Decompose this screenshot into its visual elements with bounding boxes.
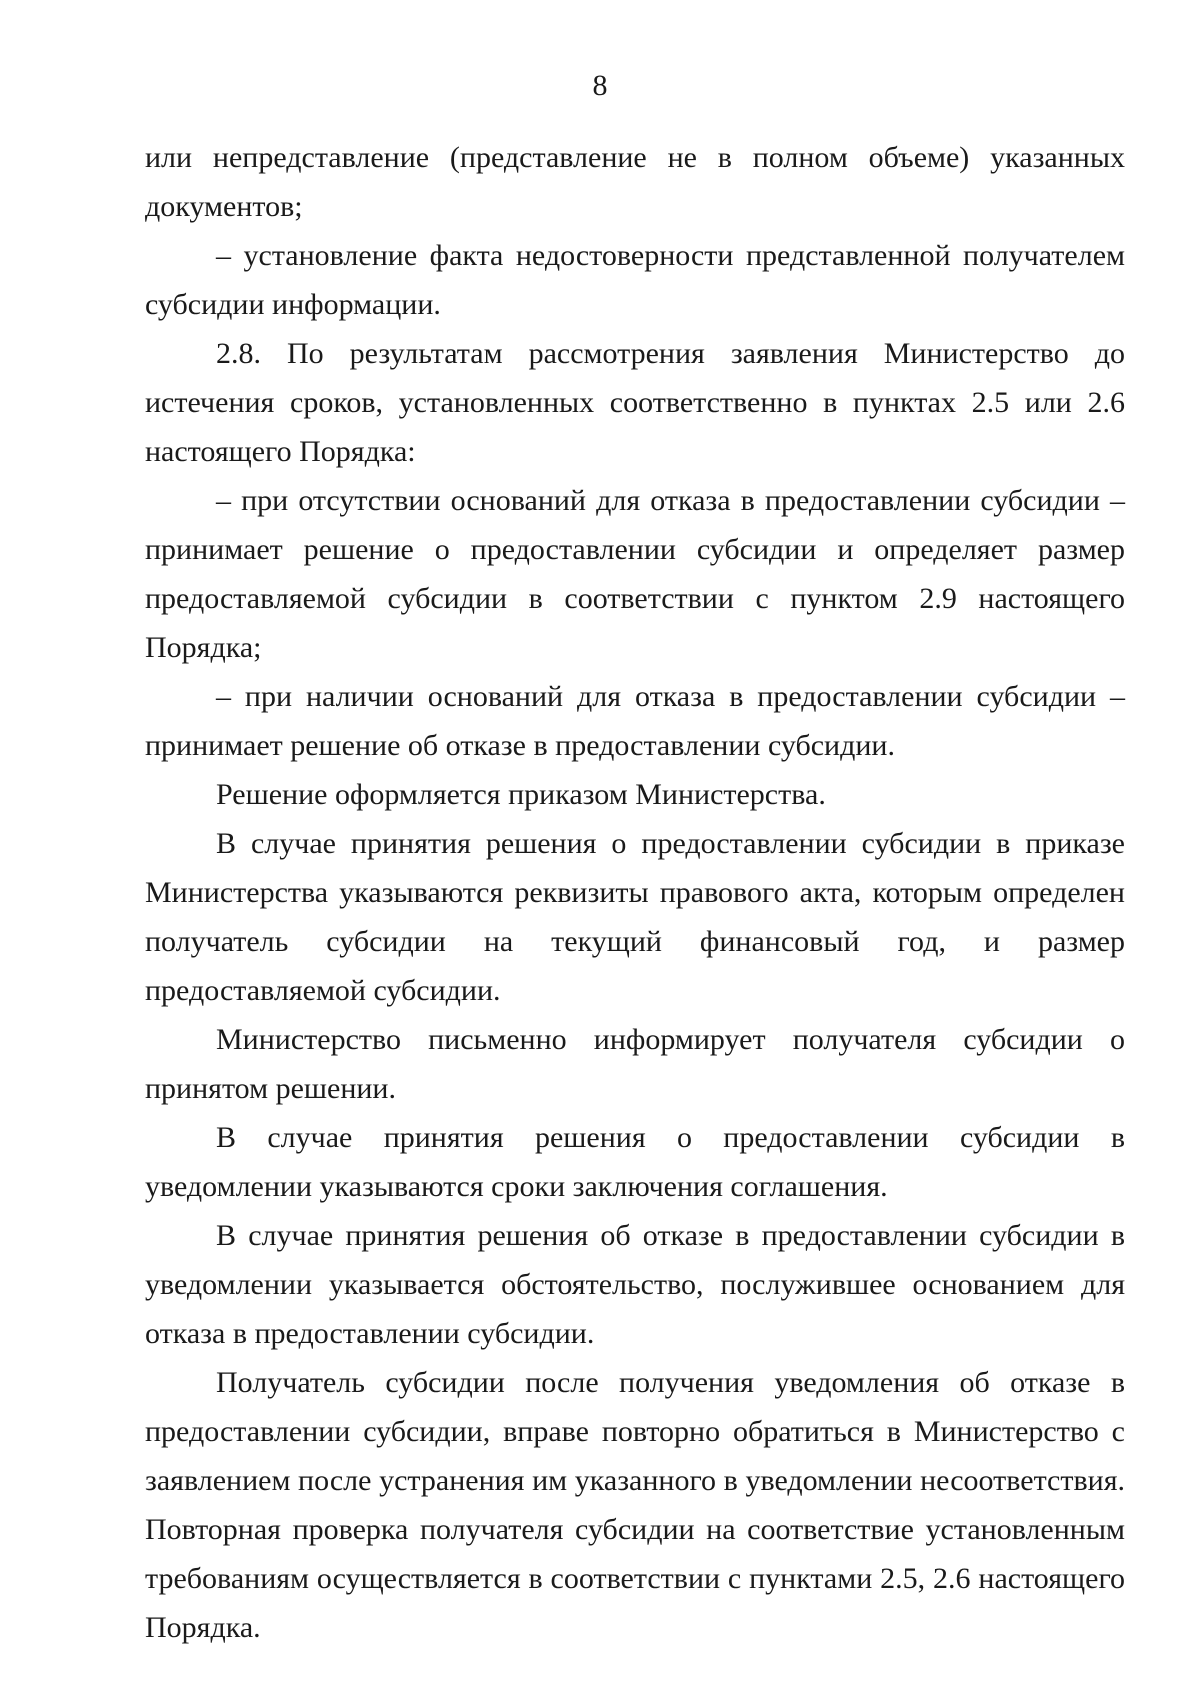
paragraph-continuation: или непредставление (представление не в полном объеме) указанных документов; bbox=[145, 141, 1125, 223]
paragraph: В случае принятия решения об отказе в предоставлении субсидии в уведомлении указывается обстоятельство, послужившее основанием для отказа в предоставлении субсидии. bbox=[145, 1219, 1125, 1350]
paragraph: В случае принятия решения о предоставлении субсидии в уведомлении указываются сроки заключения соглашения. bbox=[145, 1121, 1125, 1203]
paragraph-list-item: – установление факта недостоверности представленной получателем субсидии информации. bbox=[145, 239, 1125, 321]
paragraph: Получатель субсидии после получения уведомления об отказе в предоставлении субсидии, вправе повторно обратиться в Министерство с заявлением после устранения им указанного в уведомлении несоответствия. Повторная проверка получателя субсидии на соответствие установленным требованиям осуществляется в соответствии с пунктами 2.5, 2.6 настоящего Порядка. bbox=[145, 1366, 1125, 1644]
paragraph: Решение оформляется приказом Министерства. bbox=[216, 778, 826, 811]
paragraph: В случае принятия решения о предоставлении субсидии в приказе Министерства указываются реквизиты правового акта, которым определен получатель субсидии на текущий финансовый год, и размер предоставляемой субсидии. bbox=[145, 827, 1125, 1007]
paragraph-clause-2-8: 2.8. По результатам рассмотрения заявления Министерство до истечения сроков, установленных соответственно в пунктах 2.5 или 2.6 настоящего Порядка: bbox=[145, 337, 1125, 468]
paragraph: Министерство письменно информирует получателя субсидии о принятом решении. bbox=[145, 1023, 1125, 1105]
paragraph-list-item: – при отсутствии оснований для отказа в предоставлении субсидии – принимает решение о предоставлении субсидии и определяет размер предоставляемой субсидии в соответствии с пунктом 2.9 настоящего Порядка; bbox=[145, 484, 1125, 664]
paragraph-list-item: – при наличии оснований для отказа в предоставлении субсидии – принимает решение об отказе в предоставлении субсидии. bbox=[145, 680, 1125, 762]
page-number: 8 bbox=[592, 69, 608, 102]
document-body bbox=[145, 133, 1125, 1652]
